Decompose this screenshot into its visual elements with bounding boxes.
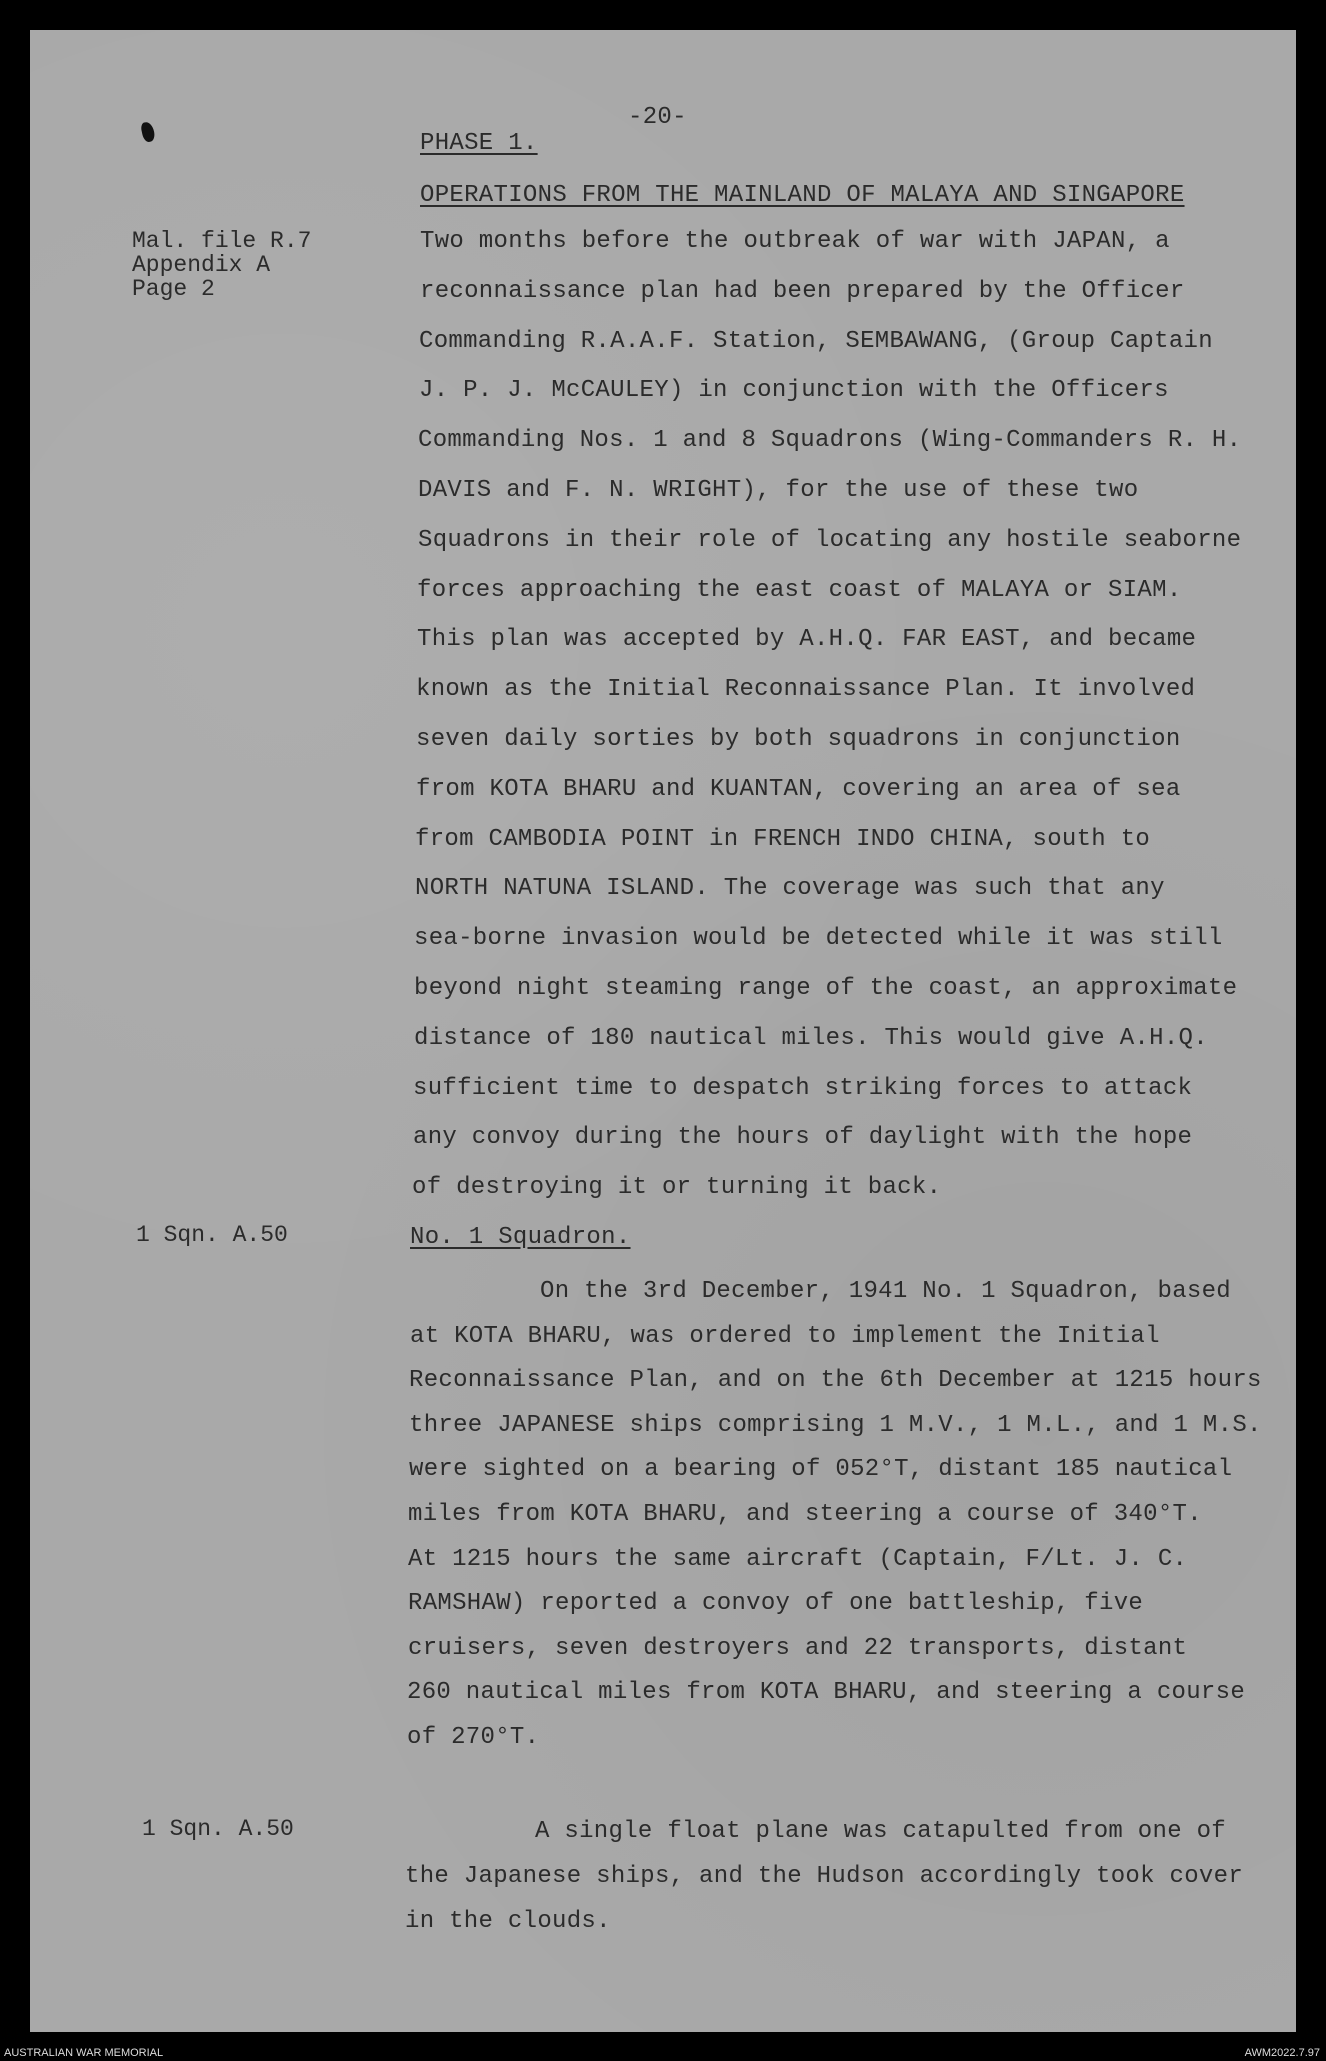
text-line: beyond night steaming range of the coast, an approximate <box>414 975 1238 1002</box>
text-line: known as the Initial Reconnaissance Plan. It involved <box>416 676 1196 704</box>
text-line: Commanding Nos. 1 and 8 Squadrons (Wing-Commanders R. H. <box>418 427 1242 455</box>
text-line: any convoy during the hours of daylight with the hope <box>413 1124 1193 1152</box>
text-line: RAMSHAW) reported a convoy of one battleship, five <box>408 1590 1144 1618</box>
text-line: three JAPANESE ships comprising 1 M.V., 1 M.L., and 1 M.S. <box>409 1411 1262 1439</box>
text-line: This plan was accepted by A.H.Q. FAR EAST, and became <box>417 626 1197 654</box>
text-line: Reconnaissance Plan, and on the 6th December at 1215 hours <box>409 1367 1262 1395</box>
text-line: At 1215 hours the same aircraft (Captain, F/Lt. J. C. <box>408 1545 1188 1573</box>
text-line: forces approaching the east coast of MALAYA or SIAM. <box>417 576 1182 604</box>
text-line: at KOTA BHARU, was ordered to implement the Initial <box>410 1322 1160 1350</box>
text-line: in the clouds. <box>405 1908 611 1935</box>
margin-note-ref1-line2: Appendix A <box>132 252 271 278</box>
section-heading: OPERATIONS FROM THE MAINLAND OF MALAYA AND SINGAPORE <box>420 182 1185 209</box>
document-page <box>30 30 1296 2032</box>
text-line: J. P. J. McCAULEY) in conjunction with the Officers <box>419 377 1169 405</box>
text-line: A single float plane was catapulted from one of <box>535 1818 1227 1845</box>
footer-credit: AUSTRALIAN WAR MEMORIAL <box>4 2047 164 2059</box>
text-line: from KOTA BHARU and KUANTAN, covering an area of sea <box>416 775 1181 803</box>
margin-note-ref2: 1 Sqn. A.50 <box>136 1222 288 1248</box>
text-line: Two months before the outbreak of war with JAPAN, a <box>420 228 1170 255</box>
text-line: On the 3rd December, 1941 No. 1 Squadron, based <box>540 1278 1232 1305</box>
footer-accession: AWM2022.7.97 <box>1244 2047 1320 2059</box>
text-line: miles from KOTA BHARU, and steering a course of 340°T. <box>408 1501 1202 1528</box>
text-line: reconnaissance plan had been prepared by the Officer <box>420 277 1185 305</box>
text-line: 260 nautical miles from KOTA BHARU, and steering a course <box>407 1679 1246 1707</box>
ink-blot <box>140 121 156 143</box>
text-line: the Japanese ships, and the Hudson accordingly took cover <box>405 1863 1244 1890</box>
text-line: Commanding R.A.A.F. Station, SEMBAWANG, (Group Captain <box>419 327 1213 355</box>
text-line: seven daily sorties by both squadrons in conjunction <box>416 726 1181 753</box>
text-line: Squadrons in their role of locating any hostile seaborne <box>418 526 1242 554</box>
text-line: sea-borne invasion would be detected while it was still <box>414 925 1223 953</box>
text-line: distance of 180 nautical miles. This would give A.H.Q. <box>414 1024 1208 1052</box>
text-line: from CAMBODIA POINT in FRENCH INDO CHINA, south to <box>415 825 1151 853</box>
text-line: sufficient time to despatch striking forces to attack <box>413 1074 1193 1102</box>
text-line: NORTH NATUNA ISLAND. The coverage was such that any <box>415 875 1165 903</box>
margin-note-ref1-line1: Mal. file R.7 <box>132 228 312 254</box>
text-line: DAVIS and F. N. WRIGHT), for the use of these two <box>418 477 1139 504</box>
text-line: of 270°T. <box>407 1724 540 1751</box>
text-line: of destroying it or turning it back. <box>412 1174 942 1202</box>
squadron-heading: No. 1 Squadron. <box>410 1224 631 1251</box>
phase-heading: PHASE 1. <box>420 130 538 157</box>
text-line: were sighted on a bearing of 052°T, distant 185 nautical <box>409 1456 1233 1484</box>
text-line: cruisers, seven destroyers and 22 transports, distant <box>408 1634 1188 1662</box>
margin-note-ref3: 1 Sqn. A.50 <box>142 1816 294 1842</box>
margin-note-ref1-line3: Page 2 <box>132 276 215 302</box>
page-number: -20- <box>628 104 687 131</box>
